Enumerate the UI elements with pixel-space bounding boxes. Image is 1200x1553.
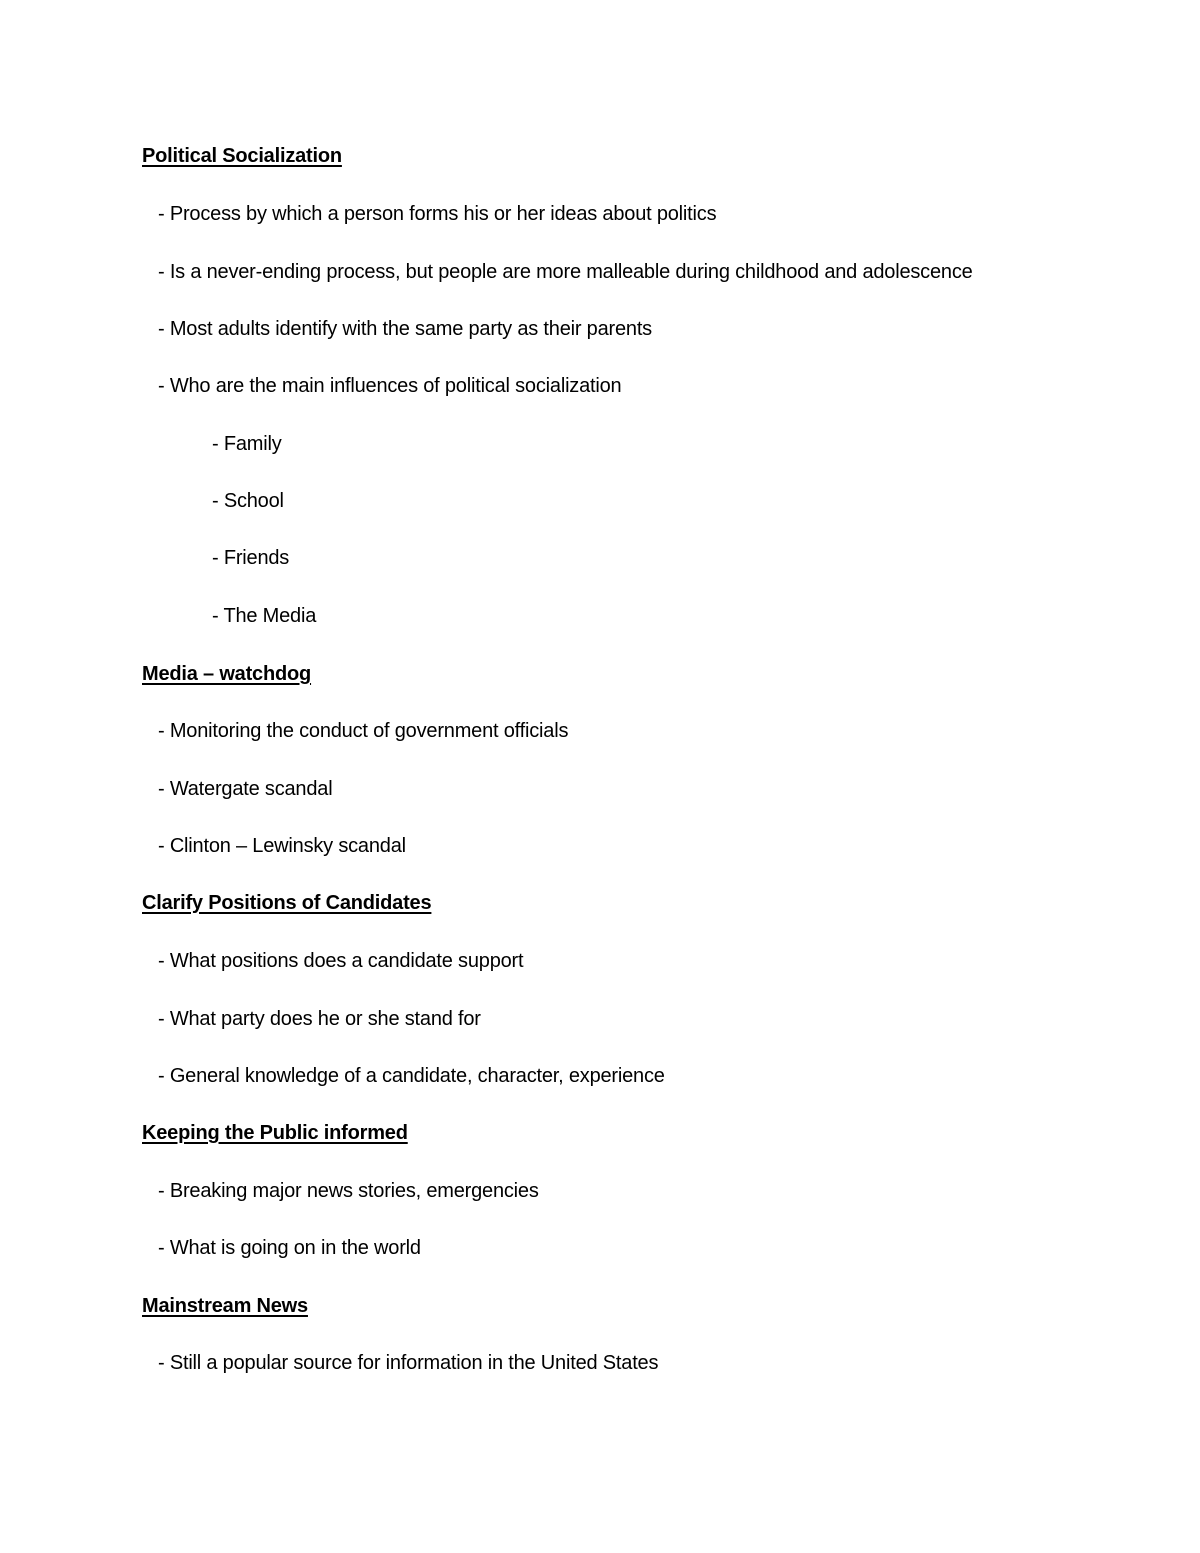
sub-list-item: - Friends xyxy=(212,547,290,569)
section-heading-media-watchdog: Media – watchdog xyxy=(142,663,312,685)
list-item: - Is a never-ending process, but people are more malleable during childhood and adolescence xyxy=(158,261,973,283)
section-heading-keeping-public-informed: Keeping the Public informed xyxy=(142,1122,408,1144)
list-item: - Monitoring the conduct of government officials xyxy=(158,720,569,742)
list-item: - Still a popular source for information in the United States xyxy=(158,1352,659,1374)
list-item: - Breaking major news stories, emergencies xyxy=(158,1180,539,1202)
list-item: - Who are the main influences of political socialization xyxy=(158,375,622,397)
list-item: - What is going on in the world xyxy=(158,1237,421,1259)
list-item: - General knowledge of a candidate, character, experience xyxy=(158,1065,665,1087)
list-item: - Clinton – Lewinsky scandal xyxy=(158,835,406,857)
sub-list-item: - The Media xyxy=(212,605,317,627)
sub-list-item: - Family xyxy=(212,433,282,455)
list-item: - Process by which a person forms his or her ideas about politics xyxy=(158,203,717,225)
list-item: - Watergate scandal xyxy=(158,778,333,800)
sub-list-item: - School xyxy=(212,490,284,512)
section-heading-clarify-positions: Clarify Positions of Candidates xyxy=(142,892,432,914)
list-item: - What positions does a candidate support xyxy=(158,950,524,972)
list-item: - Most adults identify with the same party as their parents xyxy=(158,318,652,340)
section-heading-political-socialization: Political Socialization xyxy=(142,145,342,167)
section-heading-mainstream-news: Mainstream News xyxy=(142,1295,308,1317)
list-item: - What party does he or she stand for xyxy=(158,1008,481,1030)
